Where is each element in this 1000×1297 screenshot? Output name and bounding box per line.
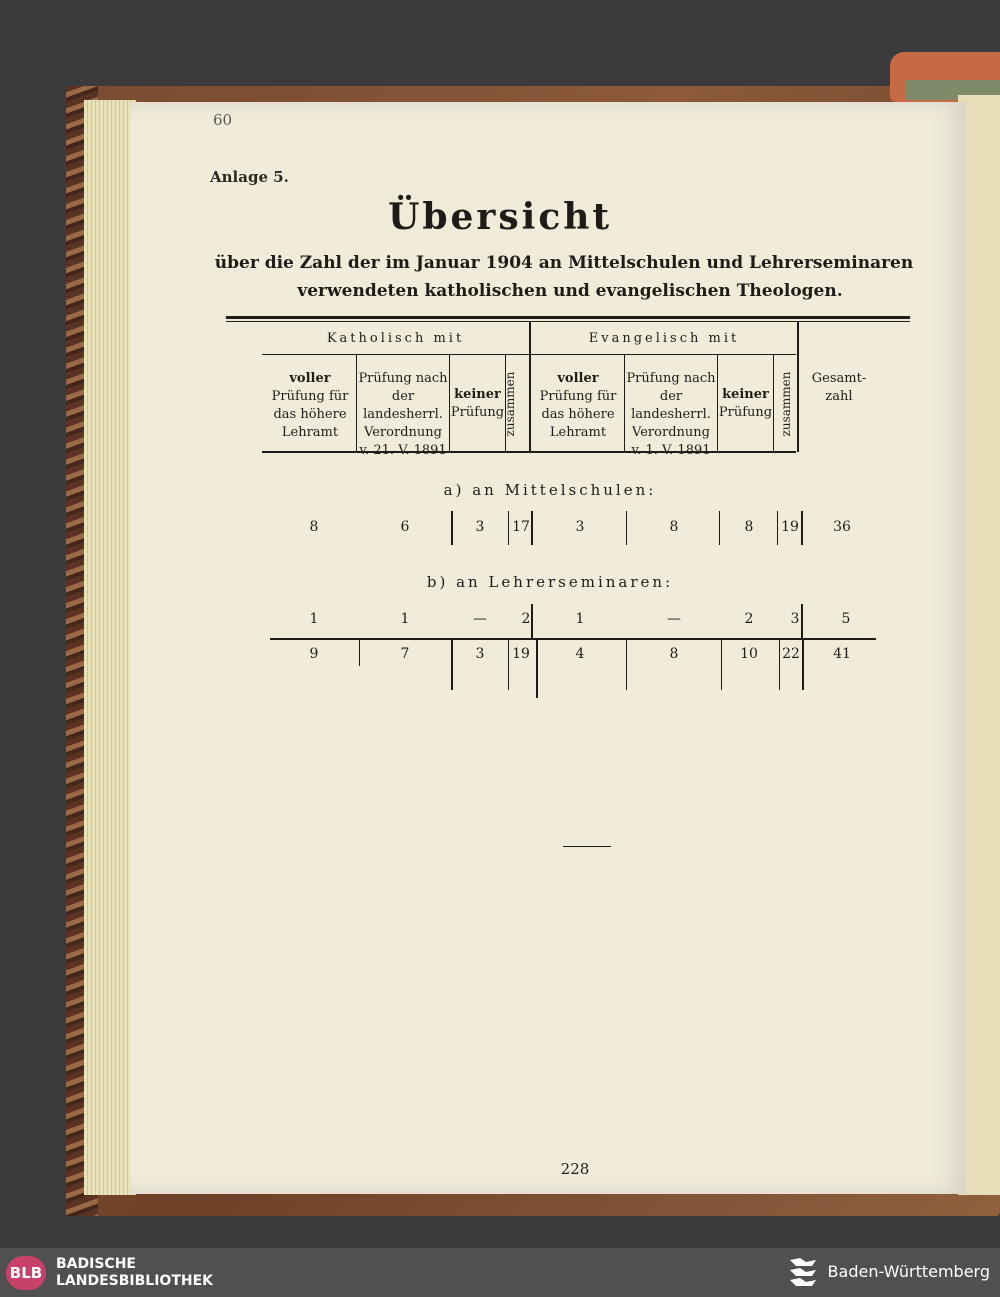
cell-b-e-voller: 1 bbox=[575, 611, 585, 627]
row-a-tick bbox=[801, 511, 803, 545]
cell-total-k-zusammen: 19 bbox=[512, 646, 530, 662]
header-k-zusammen: zusammen bbox=[503, 371, 517, 437]
end-rule bbox=[563, 846, 611, 847]
gesamt-divider bbox=[797, 322, 799, 452]
cell-a-e-voller: 3 bbox=[575, 519, 585, 535]
cell-b-k-voller: 1 bbox=[309, 611, 319, 627]
coat-of-arms-icon bbox=[786, 1254, 820, 1290]
total-tick bbox=[721, 640, 722, 690]
anlage-label: Anlage 5. bbox=[210, 168, 289, 186]
row-a-tick bbox=[777, 511, 778, 545]
cell-b-gesamt: 5 bbox=[841, 611, 851, 627]
blb-logo[interactable]: BLB bbox=[6, 1256, 46, 1290]
total-rule bbox=[270, 638, 876, 640]
total-tick bbox=[451, 640, 453, 690]
header-e-zusammen: zusammen bbox=[779, 371, 793, 437]
page-title: Übersicht bbox=[387, 196, 613, 238]
header-k-pruefung: Prüfung nach der landesherrl. Verordnung v. 21. V. 1891 bbox=[358, 371, 448, 458]
header-katholisch: Katholisch mit bbox=[326, 331, 465, 346]
header-k-keiner: keiner Prüfung bbox=[450, 387, 505, 420]
header-evangelisch: Evangelisch mit bbox=[588, 331, 740, 346]
row-a-tick bbox=[451, 511, 453, 545]
cell-a-k-voller: 8 bbox=[309, 519, 319, 535]
section-a-heading: a) an Mittelschulen: bbox=[443, 481, 657, 499]
total-tick bbox=[359, 640, 360, 666]
cell-total-e-voller: 4 bbox=[575, 646, 585, 662]
viewer-footer bbox=[0, 1248, 1000, 1297]
bw-label[interactable]: Baden-Württemberg bbox=[827, 1262, 990, 1281]
col-divider bbox=[773, 355, 774, 451]
blb-line-1: BADISCHE bbox=[56, 1256, 136, 1272]
cell-total-gesamt: 41 bbox=[833, 646, 851, 662]
row-a-tick bbox=[719, 511, 720, 545]
header-e-pruefung: Prüfung nach der landesherrl. Verordnung v. 1. V. 1891 bbox=[626, 371, 716, 458]
cell-a-k-keiner: 3 bbox=[475, 519, 485, 535]
page-number-bottom: 228 bbox=[560, 1160, 590, 1178]
cell-total-k-pruefung: 7 bbox=[400, 646, 410, 662]
header-k-voller: voller Prüfung für das höhere Lehramt bbox=[271, 371, 349, 440]
cell-a-k-pruefung: 6 bbox=[400, 519, 410, 535]
cell-a-e-pruefung: 8 bbox=[669, 519, 679, 535]
cell-total-k-voller: 9 bbox=[309, 646, 319, 662]
cell-b-k-pruefung: 1 bbox=[400, 611, 410, 627]
cell-total-e-keiner: 10 bbox=[740, 646, 758, 662]
cell-b-e-keiner: 2 bbox=[744, 611, 754, 627]
cell-b-k-zusammen: 2 bbox=[521, 611, 531, 627]
row-a-tick bbox=[531, 511, 533, 545]
cell-b-e-pruefung: — bbox=[667, 611, 681, 627]
table-top-rule-2 bbox=[226, 321, 910, 322]
total-tick bbox=[508, 640, 509, 690]
cell-a-k-zusammen: 17 bbox=[512, 519, 530, 535]
row-b-tick bbox=[801, 604, 803, 638]
header-gesamt: Gesamt- zahl bbox=[811, 371, 867, 404]
section-b-heading: b) an Lehrerseminaren: bbox=[426, 573, 674, 591]
header-e-keiner: keiner Prüfung bbox=[718, 387, 773, 420]
blb-wordmark[interactable] bbox=[56, 1256, 213, 1290]
total-tick bbox=[779, 640, 780, 690]
cell-b-e-zusammen: 3 bbox=[790, 611, 800, 627]
cell-a-gesamt: 36 bbox=[833, 519, 851, 535]
row-b-tick bbox=[531, 604, 533, 638]
subtitle-line-2: verwendeten katholischen und evangelischen Theologen. bbox=[297, 281, 843, 301]
cell-total-k-keiner: 3 bbox=[475, 646, 485, 662]
total-tick bbox=[626, 640, 627, 690]
cell-total-e-pruefung: 8 bbox=[669, 646, 679, 662]
total-tick bbox=[536, 640, 538, 698]
subtitle-line-1: über die Zahl der im Januar 1904 an Mittelschulen und Lehrerseminaren bbox=[214, 253, 914, 273]
cell-a-e-zusammen: 19 bbox=[781, 519, 799, 535]
blb-line-2: LANDESBIBLIOTHEK bbox=[56, 1273, 214, 1289]
cell-b-k-keiner: — bbox=[473, 611, 487, 627]
cell-total-e-zusammen: 22 bbox=[782, 646, 800, 662]
row-a-tick bbox=[508, 511, 509, 545]
cell-a-e-keiner: 8 bbox=[744, 519, 754, 535]
table-top-rule bbox=[226, 316, 910, 319]
total-tick bbox=[802, 640, 804, 690]
header-e-voller: voller Prüfung für das höhere Lehramt bbox=[539, 371, 617, 440]
row-a-tick bbox=[626, 511, 627, 545]
page-number-top: 60 bbox=[213, 111, 233, 129]
